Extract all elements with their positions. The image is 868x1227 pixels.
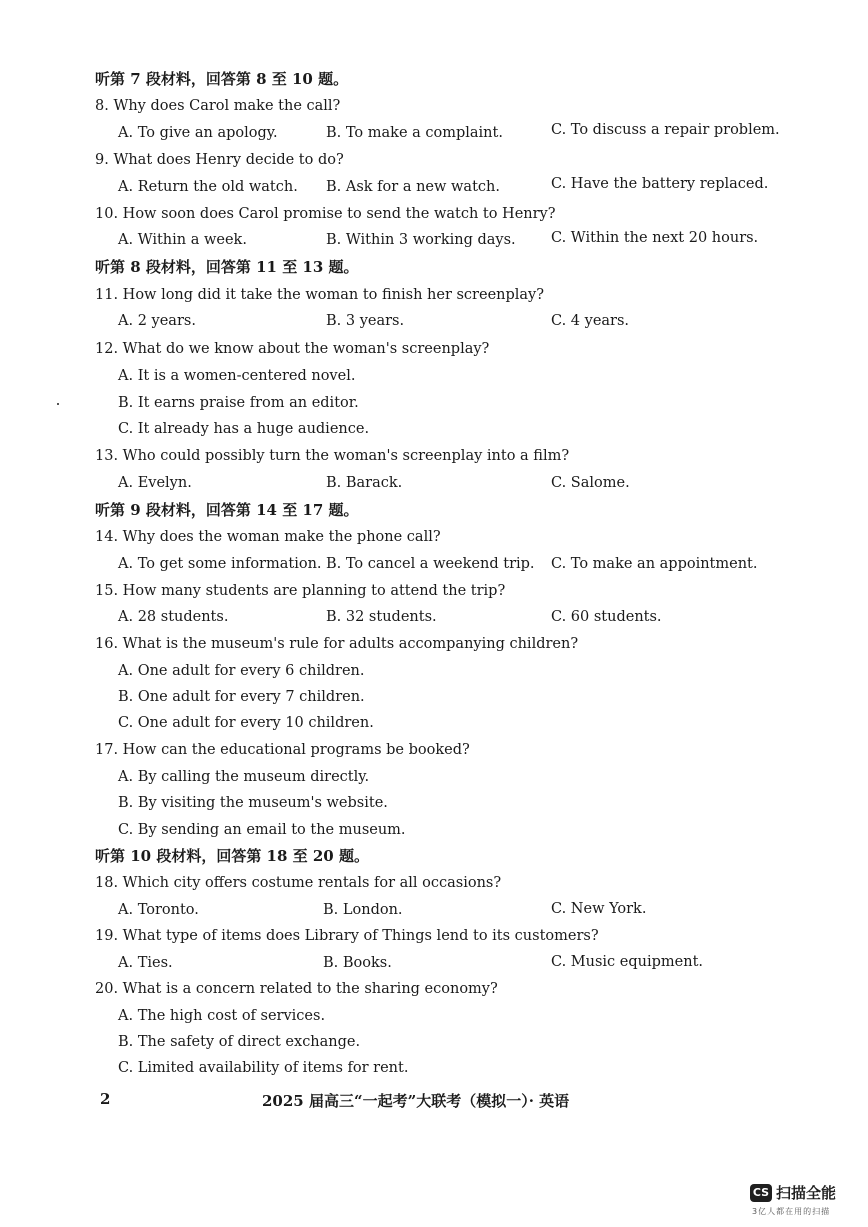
question-20-option-b: B. The safety of direct exchange. <box>118 1034 361 1050</box>
question-11-option-a: A. 2 years. <box>118 313 196 329</box>
question-14-option-a: A. To get some information. <box>118 556 322 572</box>
camscanner-logo-icon: CS <box>750 1184 772 1202</box>
question-19-option-c: C. Music equipment. <box>551 954 704 970</box>
section-heading-10: 听第 10 段材料，回答第 18 至 20 题。 <box>95 847 369 865</box>
question-18-option-c: C. New York. <box>551 901 647 917</box>
question-11: 11. How long did it take the woman to finish her screenplay? <box>95 287 545 303</box>
question-9-option-c: C. Have the battery replaced. <box>551 176 769 192</box>
question-8-option-b: B. To make a complaint. <box>326 125 503 141</box>
question-11-option-b: B. 3 years. <box>326 313 405 329</box>
question-12-option-b: B. It earns praise from an editor. <box>118 395 359 411</box>
question-9-option-b: B. Ask for a new watch. <box>326 179 500 195</box>
question-15: 15. How many students are planning to attend the trip? <box>95 583 506 599</box>
question-14: 14. Why does the woman make the phone call? <box>95 529 441 545</box>
question-16-option-b: B. One adult for every 7 children. <box>118 689 365 705</box>
question-11-option-c: C. 4 years. <box>551 313 630 329</box>
question-15-option-b: B. 32 students. <box>326 609 437 625</box>
question-10: 10. How soon does Carol promise to send the watch to Henry? <box>95 206 556 222</box>
question-14-option-b: B. To cancel a weekend trip. <box>326 556 535 572</box>
scan-speck <box>57 403 59 405</box>
question-20-option-c: C. Limited availability of items for rent. <box>118 1060 409 1076</box>
question-17-option-c: C. By sending an email to the museum. <box>118 822 406 838</box>
question-9-option-a: A. Return the old watch. <box>118 179 298 195</box>
question-19: 19. What type of items does Library of Things lend to its customers? <box>95 928 599 944</box>
question-18-option-a: A. Toronto. <box>118 902 199 918</box>
section-heading-7: 听第 7 段材料，回答第 8 至 10 题。 <box>95 70 349 88</box>
question-12-option-c: C. It already has a huge audience. <box>118 421 370 437</box>
page-number: 2 <box>100 1090 111 1108</box>
question-19-option-a: A. Ties. <box>118 955 173 971</box>
question-16-option-a: A. One adult for every 6 children. <box>118 663 365 679</box>
question-12-option-a: A. It is a women-centered novel. <box>118 368 356 384</box>
question-18-option-b: B. London. <box>323 902 403 918</box>
question-10-option-a: A. Within a week. <box>118 232 247 248</box>
question-8-option-a: A. To give an apology. <box>118 125 278 141</box>
exam-title: 2025 届高三“一起考”大联考（模拟一）· 英语 <box>262 1092 570 1110</box>
question-13-option-a: A. Evelyn. <box>118 475 192 491</box>
question-13: 13. Who could possibly turn the woman's screenplay into a film? <box>95 448 570 464</box>
question-13-option-b: B. Barack. <box>326 475 403 491</box>
question-19-option-b: B. Books. <box>323 955 392 971</box>
scanner-watermark <box>750 1182 836 1203</box>
question-20-option-a: A. The high cost of services. <box>118 1008 326 1024</box>
question-17-option-b: B. By visiting the museum's website. <box>118 795 388 811</box>
question-12: 12. What do we know about the woman's screenplay? <box>95 341 490 357</box>
question-9: 9. What does Henry decide to do? <box>95 152 344 168</box>
question-8: 8. Why does Carol make the call? <box>95 98 341 114</box>
question-16-option-c: C. One adult for every 10 children. <box>118 715 374 731</box>
question-8-option-c: C. To discuss a repair problem. <box>551 122 780 138</box>
section-heading-9: 听第 9 段材料，回答第 14 至 17 题。 <box>95 501 359 519</box>
question-10-option-b: B. Within 3 working days. <box>326 232 516 248</box>
question-18: 18. Which city offers costume rentals for all occasions? <box>95 875 502 891</box>
watermark-name: 扫描全能 <box>776 1184 837 1202</box>
question-16: 16. What is the museum's rule for adults accompanying children? <box>95 636 579 652</box>
question-20: 20. What is a concern related to the sharing economy? <box>95 981 498 997</box>
question-14-option-c: C. To make an appointment. <box>551 556 758 572</box>
question-17-option-a: A. By calling the museum directly. <box>118 769 370 785</box>
section-heading-8: 听第 8 段材料，回答第 11 至 13 题。 <box>95 258 359 276</box>
question-13-option-c: C. Salome. <box>551 475 630 491</box>
question-17: 17. How can the educational programs be booked? <box>95 742 470 758</box>
question-15-option-a: A. 28 students. <box>118 609 229 625</box>
question-15-option-c: C. 60 students. <box>551 609 662 625</box>
question-10-option-c: C. Within the next 20 hours. <box>551 230 759 246</box>
watermark-tagline: 3亿人都在用的扫描 <box>752 1207 831 1216</box>
